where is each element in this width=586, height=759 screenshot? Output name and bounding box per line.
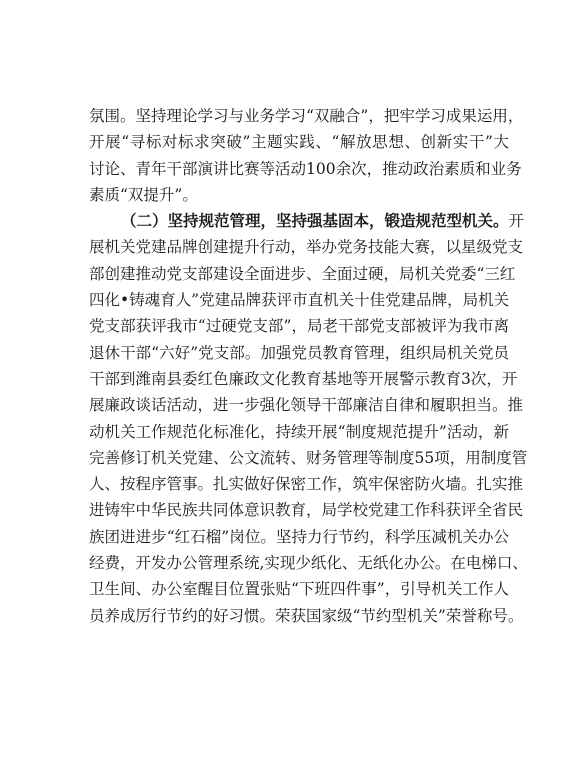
heading-tail: 开 bbox=[508, 212, 525, 231]
text-line: 动机关工作规范化标准化，持续开展“制度规范提升”活动，新 bbox=[89, 422, 509, 441]
section-heading-line bbox=[89, 208, 525, 234]
text-line: 人、按程序管事。扎实做好保密工作，筑牢保密防火墙。扎实推 bbox=[89, 475, 524, 494]
text-line: 素质“双提升”。 bbox=[89, 185, 198, 204]
paragraph-1 bbox=[89, 103, 524, 208]
text-line: 党支部获评我市“过硬党支部”，局老干部党支部被评为我市离 bbox=[89, 317, 509, 336]
body-text bbox=[89, 103, 528, 629]
text-line: 卫生间、办公室醒目位置张贴“下班四件事”，引导机关工作人 bbox=[89, 580, 509, 599]
text-line: 开展“寻标对标求突破”主题实践、“解放思想、创新实干”大 bbox=[89, 133, 509, 152]
text-line: 员养成厉行节约的好习惯。荣获国家级“节约型机关”荣誉称号。 bbox=[89, 606, 524, 625]
text-line: 干部到潍南县委红色廉政文化教育基地等开展警示教育3次，开 bbox=[89, 369, 518, 388]
text-line: 进铸牢中华民族共同体意识教育，局学校党建工作科获评全省民 bbox=[89, 501, 524, 520]
text-line: 展机关党建品牌创建提升行动，举办党务技能大赛，以星级党支 bbox=[89, 238, 524, 257]
text-line: 经费，开发办公管理系统,实现少纸化、无纸化办公。在电梯口、 bbox=[89, 554, 528, 573]
text-line: 完善修订机关党建、公文流转、财务管理等制度55项，用制度管 bbox=[89, 448, 528, 467]
text-line: 展廉政谈话活动，进一步强化领导干部廉洁自律和履职担当。推 bbox=[89, 396, 524, 415]
text-line: 讨论、青年干部演讲比赛等活动100余次，推动政治素质和业务 bbox=[89, 159, 522, 178]
paragraph-2 bbox=[89, 208, 528, 629]
text-line: 氛围。坚持理论学习与业务学习“双融合”，把牢学习成果运用， bbox=[89, 107, 524, 125]
section-heading: （二）坚持规范管理，坚持强基固本，锻造规范型机关。 bbox=[121, 211, 509, 231]
text-line: 族团进进步“红石榴”岗位。坚持力行节约，科学压减机关办公 bbox=[89, 527, 509, 546]
text-line: 四化•铸魂育人”党建品牌获评市直机关十佳党建品牌，局机关 bbox=[89, 291, 510, 310]
text-line: 退休干部“六好”党支部。加强党员教育管理，组织局机关党员 bbox=[89, 343, 509, 362]
text-line: 部创建推动党支部建设全面进步、全面过硬，局机关党委“三红 bbox=[89, 264, 516, 283]
